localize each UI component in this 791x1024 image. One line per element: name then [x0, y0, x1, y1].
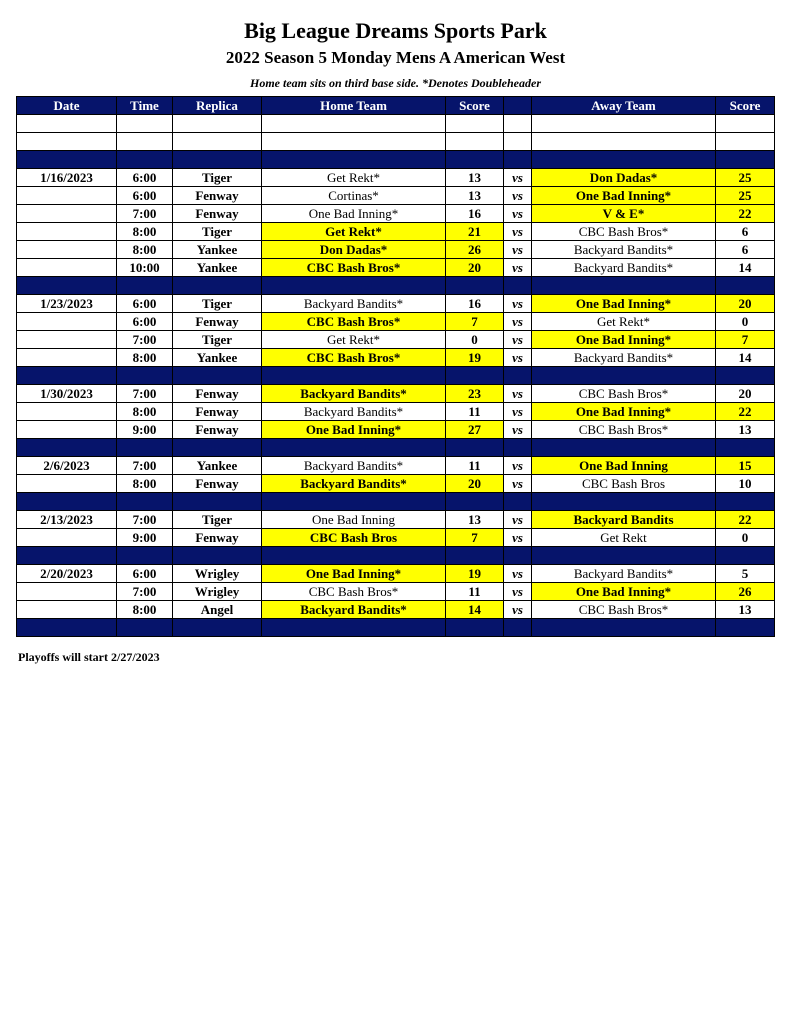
vs-label: vs [504, 565, 532, 583]
game-date [17, 241, 117, 259]
game-replica-field: Tiger [173, 295, 262, 313]
game-date [17, 421, 117, 439]
col-header-date: Date [17, 97, 117, 115]
home-team: CBC Bash Bros* [262, 313, 446, 331]
home-team: Get Rekt* [262, 331, 446, 349]
away-team: Backyard Bandits* [532, 259, 716, 277]
game-row [17, 295, 775, 313]
game-row [17, 259, 775, 277]
away-score: 6 [716, 241, 775, 259]
game-row [17, 457, 775, 475]
vs-label: vs [504, 259, 532, 277]
away-score: 14 [716, 349, 775, 367]
away-score: 22 [716, 511, 775, 529]
page-subtitle: 2022 Season 5 Monday Mens A American West [225, 48, 566, 67]
home-team: CBC Bash Bros [262, 529, 446, 547]
game-row [17, 583, 775, 601]
game-row [17, 601, 775, 619]
home-team: CBC Bash Bros* [262, 349, 446, 367]
game-time: 8:00 [117, 403, 173, 421]
game-row [17, 241, 775, 259]
game-date [17, 205, 117, 223]
game-replica-field: Fenway [173, 385, 262, 403]
page-title: Big League Dreams Sports Park [244, 18, 547, 43]
vs-label: vs [504, 349, 532, 367]
game-replica-field: Fenway [173, 421, 262, 439]
game-replica-field: Wrigley [173, 565, 262, 583]
game-time: 8:00 [117, 349, 173, 367]
table-header-row [17, 97, 775, 115]
game-replica-field: Wrigley [173, 583, 262, 601]
playoffs-note: Playoffs will start 2/27/2023 [18, 650, 160, 664]
vs-label: vs [504, 223, 532, 241]
home-score: 13 [446, 187, 504, 205]
game-time: 8:00 [117, 241, 173, 259]
game-date [17, 475, 117, 493]
home-score: 0 [446, 331, 504, 349]
game-time: 7:00 [117, 583, 173, 601]
home-team: Backyard Bandits* [262, 385, 446, 403]
home-team: Cortinas* [262, 187, 446, 205]
schedule-table [16, 96, 775, 637]
week-separator-row [17, 151, 775, 169]
home-score: 13 [446, 511, 504, 529]
away-score: 25 [716, 187, 775, 205]
vs-label: vs [504, 475, 532, 493]
game-replica-field: Fenway [173, 313, 262, 331]
week-separator-row [17, 493, 775, 511]
week-separator-row [17, 367, 775, 385]
col-header-home-team: Home Team [262, 97, 446, 115]
game-replica-field: Tiger [173, 331, 262, 349]
away-team: Backyard Bandits* [532, 565, 716, 583]
col-header-time: Time [117, 97, 173, 115]
game-row [17, 205, 775, 223]
game-date: 1/16/2023 [17, 169, 117, 187]
blank-row [17, 133, 775, 151]
vs-label: vs [504, 529, 532, 547]
game-replica-field: Tiger [173, 169, 262, 187]
game-date: 2/20/2023 [17, 565, 117, 583]
away-team: One Bad Inning* [532, 295, 716, 313]
away-team: One Bad Inning* [532, 187, 716, 205]
away-score: 10 [716, 475, 775, 493]
home-score: 11 [446, 403, 504, 421]
game-date [17, 259, 117, 277]
col-header-away-score: Score [716, 97, 775, 115]
home-score: 7 [446, 529, 504, 547]
col-header-vs [504, 97, 532, 115]
game-time: 7:00 [117, 457, 173, 475]
away-score: 14 [716, 259, 775, 277]
away-score: 0 [716, 313, 775, 331]
game-row [17, 313, 775, 331]
away-score: 13 [716, 421, 775, 439]
away-score: 25 [716, 169, 775, 187]
game-replica-field: Tiger [173, 511, 262, 529]
game-time: 6:00 [117, 295, 173, 313]
game-replica-field: Angel [173, 601, 262, 619]
away-score: 20 [716, 295, 775, 313]
game-time: 9:00 [117, 421, 173, 439]
home-score: 23 [446, 385, 504, 403]
game-row [17, 511, 775, 529]
home-score: 16 [446, 295, 504, 313]
game-date: 2/6/2023 [17, 457, 117, 475]
game-date [17, 223, 117, 241]
home-team: Don Dadas* [262, 241, 446, 259]
game-replica-field: Fenway [173, 403, 262, 421]
vs-label: vs [504, 601, 532, 619]
home-team: Backyard Bandits* [262, 601, 446, 619]
game-time: 6:00 [117, 187, 173, 205]
away-team: Backyard Bandits* [532, 241, 716, 259]
vs-label: vs [504, 385, 532, 403]
game-row [17, 421, 775, 439]
vs-label: vs [504, 241, 532, 259]
game-time: 7:00 [117, 331, 173, 349]
away-team: Backyard Bandits [532, 511, 716, 529]
away-score: 6 [716, 223, 775, 241]
game-date: 2/13/2023 [17, 511, 117, 529]
away-score: 26 [716, 583, 775, 601]
away-team: One Bad Inning* [532, 331, 716, 349]
col-header-replica: Replica [173, 97, 262, 115]
game-time: 9:00 [117, 529, 173, 547]
game-date: 1/23/2023 [17, 295, 117, 313]
vs-label: vs [504, 421, 532, 439]
home-team: One Bad Inning* [262, 421, 446, 439]
away-team: Backyard Bandits* [532, 349, 716, 367]
away-team: CBC Bash Bros* [532, 421, 716, 439]
week-separator-row [17, 619, 775, 637]
home-score: 21 [446, 223, 504, 241]
home-team: Backyard Bandits* [262, 457, 446, 475]
game-replica-field: Yankee [173, 457, 262, 475]
blank-row [17, 115, 775, 133]
away-team: CBC Bash Bros* [532, 601, 716, 619]
game-time: 8:00 [117, 223, 173, 241]
game-date [17, 403, 117, 421]
home-score: 16 [446, 205, 504, 223]
home-team: One Bad Inning [262, 511, 446, 529]
game-replica-field: Fenway [173, 475, 262, 493]
away-team: One Bad Inning* [532, 403, 716, 421]
game-date [17, 583, 117, 601]
game-time: 7:00 [117, 511, 173, 529]
schedule-body [17, 115, 775, 637]
game-date [17, 349, 117, 367]
home-team: One Bad Inning* [262, 205, 446, 223]
game-row [17, 385, 775, 403]
away-team: CBC Bash Bros* [532, 385, 716, 403]
col-header-home-score: Score [446, 97, 504, 115]
home-score: 20 [446, 475, 504, 493]
game-date: 1/30/2023 [17, 385, 117, 403]
game-row [17, 169, 775, 187]
game-time: 8:00 [117, 475, 173, 493]
home-team: CBC Bash Bros* [262, 259, 446, 277]
home-score: 19 [446, 349, 504, 367]
game-time: 6:00 [117, 565, 173, 583]
game-time: 8:00 [117, 601, 173, 619]
game-replica-field: Fenway [173, 205, 262, 223]
home-score: 13 [446, 169, 504, 187]
home-score: 11 [446, 457, 504, 475]
away-score: 15 [716, 457, 775, 475]
game-row [17, 349, 775, 367]
game-row [17, 331, 775, 349]
home-score: 26 [446, 241, 504, 259]
home-score: 11 [446, 583, 504, 601]
game-time: 6:00 [117, 313, 173, 331]
vs-label: vs [504, 313, 532, 331]
away-score: 5 [716, 565, 775, 583]
home-team: One Bad Inning* [262, 565, 446, 583]
home-score: 27 [446, 421, 504, 439]
game-row [17, 187, 775, 205]
home-team: Backyard Bandits* [262, 475, 446, 493]
week-separator-row [17, 547, 775, 565]
away-score: 22 [716, 403, 775, 421]
week-separator-row [17, 439, 775, 457]
away-team: One Bad Inning* [532, 583, 716, 601]
home-team: Backyard Bandits* [262, 403, 446, 421]
away-team: V & E* [532, 205, 716, 223]
away-team: Get Rekt [532, 529, 716, 547]
away-score: 7 [716, 331, 775, 349]
game-row [17, 223, 775, 241]
away-score: 20 [716, 385, 775, 403]
vs-label: vs [504, 583, 532, 601]
game-replica-field: Fenway [173, 187, 262, 205]
game-date [17, 187, 117, 205]
away-team: CBC Bash Bros* [532, 223, 716, 241]
game-replica-field: Fenway [173, 529, 262, 547]
game-time: 7:00 [117, 205, 173, 223]
vs-label: vs [504, 511, 532, 529]
away-team: Don Dadas* [532, 169, 716, 187]
week-separator-row [17, 277, 775, 295]
vs-label: vs [504, 187, 532, 205]
game-date [17, 313, 117, 331]
home-score: 19 [446, 565, 504, 583]
away-team: Get Rekt* [532, 313, 716, 331]
game-date [17, 529, 117, 547]
game-replica-field: Yankee [173, 349, 262, 367]
game-date [17, 601, 117, 619]
home-team: Get Rekt* [262, 169, 446, 187]
vs-label: vs [504, 457, 532, 475]
home-score: 14 [446, 601, 504, 619]
game-replica-field: Yankee [173, 259, 262, 277]
home-team: Backyard Bandits* [262, 295, 446, 313]
home-team: CBC Bash Bros* [262, 583, 446, 601]
vs-label: vs [504, 403, 532, 421]
game-row [17, 475, 775, 493]
vs-label: vs [504, 169, 532, 187]
away-score: 22 [716, 205, 775, 223]
game-time: 7:00 [117, 385, 173, 403]
game-replica-field: Tiger [173, 223, 262, 241]
away-score: 13 [716, 601, 775, 619]
game-time: 6:00 [117, 169, 173, 187]
game-row [17, 565, 775, 583]
col-header-away-team: Away Team [532, 97, 716, 115]
vs-label: vs [504, 331, 532, 349]
home-score: 20 [446, 259, 504, 277]
away-score: 0 [716, 529, 775, 547]
schedule-note: Home team sits on third base side. *Denotes Doubleheader [250, 76, 541, 90]
game-date [17, 331, 117, 349]
home-score: 7 [446, 313, 504, 331]
vs-label: vs [504, 205, 532, 223]
game-replica-field: Yankee [173, 241, 262, 259]
vs-label: vs [504, 295, 532, 313]
game-row [17, 529, 775, 547]
away-team: CBC Bash Bros [532, 475, 716, 493]
game-row [17, 403, 775, 421]
game-time: 10:00 [117, 259, 173, 277]
away-team: One Bad Inning [532, 457, 716, 475]
home-team: Get Rekt* [262, 223, 446, 241]
